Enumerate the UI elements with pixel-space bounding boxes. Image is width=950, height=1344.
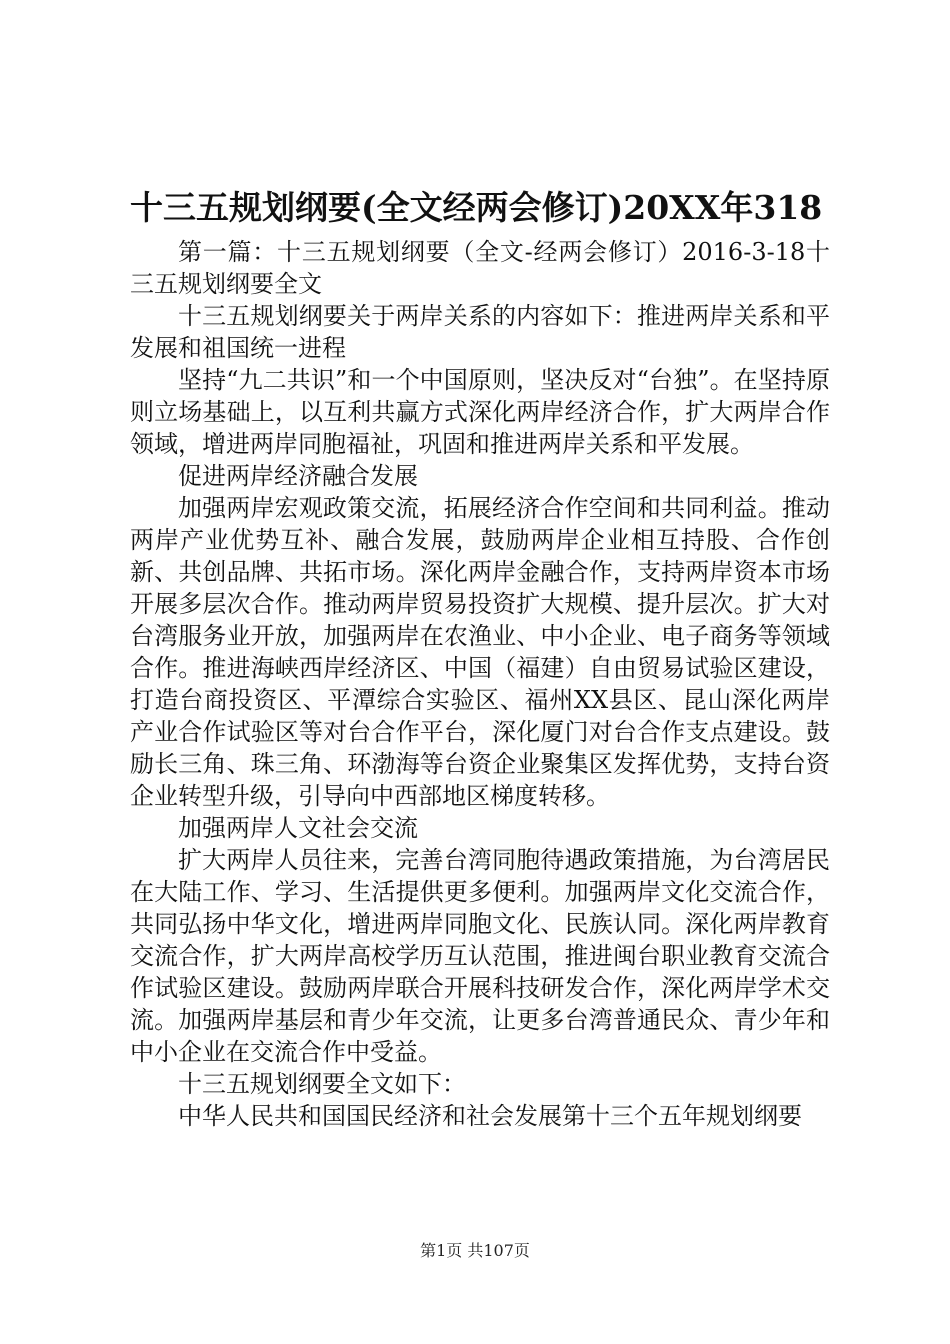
paragraph-cultural: 扩大两岸人员往来，完善台湾同胞待遇政策措施，为台湾居民在大陆工作、学习、生活提供更多便利。加强两岸文化交流合作，共同弘扬中华文化，增进两岸同胞文化、民族认同。深化两岸教育交流合作，扩大两岸高校学历互认范围，推进闽台职业教育交流合作试验区建设。鼓励两岸联合开展科技研发合作，深化两岸学术交流。加强两岸基层和青少年交流，让更多台湾普通民众、青少年和中小企业在交流合作中受益。 bbox=[130, 846, 830, 1066]
page-footer: 第1页 共107页 bbox=[420, 1241, 530, 1260]
document-title: 十三五规划纲要(全文经两会修订)20XX年318 bbox=[130, 188, 823, 227]
section-heading-cultural: 加强两岸人文社会交流 bbox=[178, 814, 418, 842]
paragraph-cross-strait-summary: 十三五规划纲要关于两岸关系的内容如下：推进两岸关系和平发展和祖国统一进程 bbox=[130, 302, 830, 362]
paragraph-consensus: 坚持“九二共识”和一个中国原则，坚决反对“台独”。在坚持原则立场基础上，以互利共赢方式深化两岸经济合作，扩大两岸合作领域，增进两岸同胞福祉，巩固和推进两岸关系和平发展。 bbox=[130, 366, 830, 458]
paragraph-plan-name: 中华人民共和国国民经济和社会发展第十三个五年规划纲要 bbox=[178, 1102, 802, 1130]
document-body bbox=[130, 236, 830, 1132]
paragraph-intro: 第一篇：十三五规划纲要（全文-经两会修订）2016-3-18十三五规划纲要全文 bbox=[130, 238, 830, 298]
section-heading-economic: 促进两岸经济融合发展 bbox=[178, 462, 418, 490]
paragraph-full-text-intro: 十三五规划纲要全文如下： bbox=[178, 1070, 466, 1098]
paragraph-economic: 加强两岸宏观政策交流，拓展经济合作空间和共同利益。推动两岸产业优势互补、融合发展，鼓励两岸企业相互持股、合作创新、共创品牌、共拓市场。深化两岸金融合作，支持两岸资本市场开展多层次合作。推动两岸贸易投资扩大规模、提升层次。扩大对台湾服务业开放，加强两岸在农渔业、中小企业、电子商务等领域合作。推进海峡西岸经济区、中国（福建）自由贸易试验区建设，打造台商投资区、平潭综合实验区、福州XX县区、昆山深化两岸产业合作试验区等对台合作平台，深化厦门对台合作支点建设。鼓励长三角、珠三角、环渤海等台资企业聚集区发挥优势，支持台资企业转型升级，引导向中西部地区梯度转移。 bbox=[130, 494, 830, 810]
